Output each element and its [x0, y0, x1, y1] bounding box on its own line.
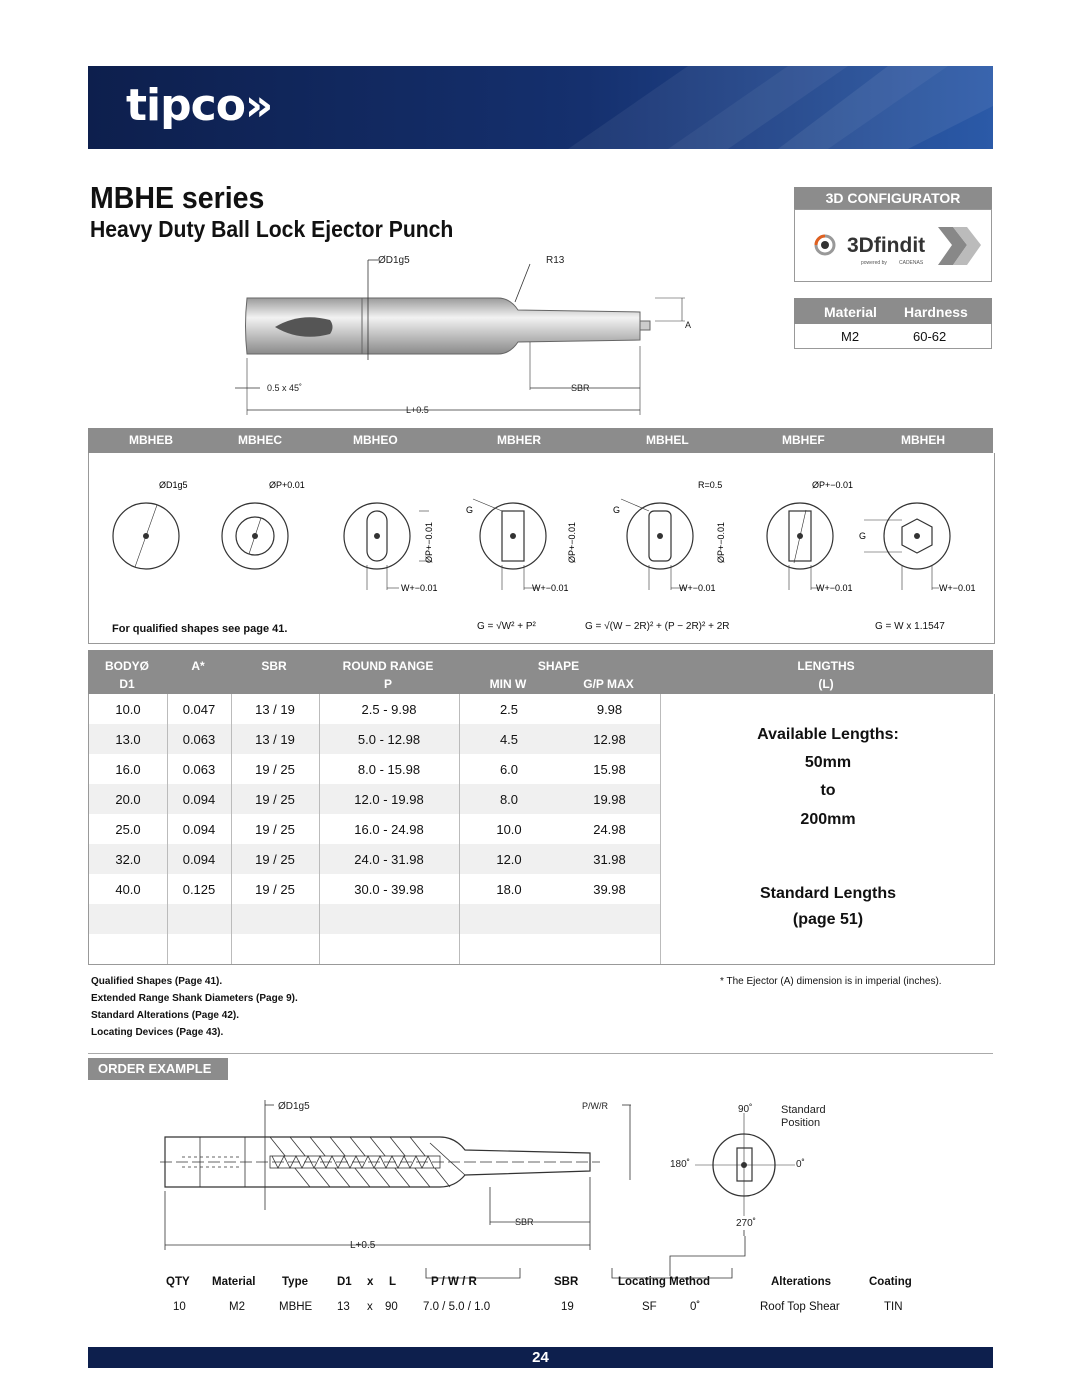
cell-gp-max: 31.98	[593, 852, 626, 867]
table-row	[89, 754, 660, 784]
cell-gp-max: 9.98	[596, 702, 623, 717]
col-lengths: LENGTHS	[797, 659, 855, 673]
cell-a: 0.063	[182, 732, 216, 747]
col-body-sub: D1	[119, 677, 135, 691]
cell-round: 16.0 - 24.98	[354, 822, 424, 837]
column-divider	[231, 694, 232, 964]
cell-min-w: 2.5	[499, 702, 519, 717]
oe-pwr-label: P/W/R	[582, 1101, 608, 1111]
cell-round: 30.0 - 39.98	[354, 882, 424, 897]
shape-label-g-l: G	[613, 505, 621, 515]
orientation-diagram	[660, 1098, 860, 1238]
cell-sbr: 19 / 25	[255, 822, 295, 837]
order-example-drawing	[160, 1095, 608, 1255]
oe-value-qty: 10	[173, 1301, 186, 1313]
cell-gp-max: 39.98	[593, 882, 626, 897]
cell-gp-max: 12.98	[593, 732, 626, 747]
cell-min-w: 12.0	[496, 852, 522, 867]
col-body: BODYØ	[104, 659, 149, 673]
available-lengths-to: to	[820, 782, 836, 799]
oe-label-qty: QTY	[166, 1276, 190, 1288]
col-gp-max: G/P MAX	[583, 677, 634, 691]
ejector-note: * The Ejector (A) dimension is in imperial (inches).	[720, 976, 942, 987]
formula-g2: G = √(W − 2R)² + (P − 2R)² + 2R	[585, 621, 730, 632]
cell-a: 0.063	[182, 762, 216, 777]
cell-sbr: 19 / 25	[255, 792, 295, 807]
col-round: ROUND RANGE	[342, 659, 434, 673]
shape-diagrams	[89, 453, 994, 643]
oe-label-l: L	[389, 1276, 397, 1288]
shape-label-w-r: W+−0.01	[532, 583, 569, 593]
table-row	[89, 724, 660, 754]
cell-d1: 16.0	[115, 762, 141, 777]
cell-round: 2.5 - 9.98	[361, 702, 417, 717]
page-number: 24	[88, 1347, 993, 1368]
shape-label-w-o: W+−0.01	[401, 583, 438, 593]
col-round-sub: P	[383, 677, 392, 691]
shape-label-p-vert-r: ØP+−0.01	[567, 521, 577, 563]
oe-value-alterations: Roof Top Shear	[760, 1301, 840, 1313]
standard-text: Standard	[781, 1104, 826, 1116]
oe-label-material: Material	[212, 1276, 256, 1288]
cell-round: 24.0 - 31.98	[354, 852, 424, 867]
a-label: A	[685, 320, 692, 330]
col-shape: SHAPE	[537, 659, 580, 673]
formula-g3: G = W x 1.1547	[875, 621, 945, 632]
cell-sbr: 19 / 25	[255, 852, 295, 867]
material-value: M2	[841, 329, 860, 344]
footnote-extended: Extended Range Shank Diameters (Page 9).	[91, 993, 298, 1004]
angle-90: 90˚	[738, 1104, 753, 1115]
sbr-label: SBR	[571, 383, 590, 393]
cell-d1: 13.0	[115, 732, 141, 747]
tab-mbheo[interactable]: MBHEO	[353, 433, 398, 447]
cell-d1: 10.0	[115, 702, 141, 717]
page-title: MBHE series	[90, 180, 265, 215]
shape-tabs	[88, 428, 993, 453]
oe-d1-label: ØD1g5	[278, 1101, 310, 1112]
oe-value-d1: 13	[337, 1301, 350, 1313]
cell-round: 5.0 - 12.98	[357, 732, 421, 747]
configurator-header: 3D CONFIGURATOR	[794, 187, 992, 209]
punch-drawing	[230, 250, 710, 420]
footnote-alterations: Standard Alterations (Page 42).	[91, 1010, 239, 1021]
oe-length-label: L+0.5	[350, 1240, 376, 1251]
footnotes	[91, 976, 298, 1044]
oe-label-coating: Coating	[869, 1276, 912, 1288]
cell-gp-max: 15.98	[593, 762, 626, 777]
shape-label-g-r: G	[466, 505, 474, 515]
cell-min-w: 8.0	[499, 792, 519, 807]
shape-label-p-plus: ØP+0.01	[269, 480, 305, 490]
order-values	[0, 1301, 1080, 1317]
available-lengths-max: 200mm	[800, 811, 856, 828]
r13-label: R13	[546, 255, 565, 266]
tab-mbhel[interactable]: MBHEL	[646, 433, 689, 447]
oe-value-type: MBHE	[279, 1301, 313, 1313]
divider	[88, 1053, 993, 1054]
order-example-header: ORDER EXAMPLE	[88, 1058, 228, 1080]
shape-label-w-l: W+−0.01	[679, 583, 716, 593]
cell-d1: 20.0	[115, 792, 141, 807]
hardness-header: Hardness	[904, 304, 968, 320]
oe-value-material: M2	[229, 1301, 245, 1313]
oe-label-pwr: P / W / R	[431, 1276, 477, 1288]
material-table-header	[794, 298, 992, 324]
shape-label-p-vert-l: ØP+−0.01	[716, 521, 726, 563]
standard-lengths-label: Standard Lengths	[759, 885, 896, 902]
position-text: Position	[781, 1117, 821, 1129]
cell-gp-max: 24.98	[593, 822, 626, 837]
qualified-note: For qualified shapes see page 41.	[112, 623, 288, 635]
page-subtitle: Heavy Duty Ball Lock Ejector Punch	[90, 216, 454, 242]
tab-mbheb[interactable]: MBHEB	[129, 433, 173, 447]
cell-min-w: 4.5	[499, 732, 519, 747]
configurator-link[interactable]	[794, 209, 992, 282]
d1-label: ØD1g5	[378, 255, 410, 266]
formula-g1: G = √W² + P²	[477, 621, 536, 632]
shape-label-p-minus: ØP+−0.01	[812, 480, 854, 490]
spec-table-header	[88, 650, 993, 694]
oe-sbr-label: SBR	[515, 1217, 534, 1227]
cell-sbr: 19 / 25	[255, 882, 295, 897]
cell-gp-max: 19.98	[593, 792, 626, 807]
cell-d1: 25.0	[115, 822, 141, 837]
cell-sbr: 19 / 25	[255, 762, 295, 777]
col-lengths-sub: (L)	[818, 677, 834, 691]
oe-value-x: x	[367, 1301, 373, 1313]
cell-min-w: 6.0	[499, 762, 519, 777]
cell-a: 0.047	[182, 702, 216, 717]
table-row-empty	[89, 904, 660, 934]
tab-mbhef[interactable]: MBHEF	[782, 433, 825, 447]
oe-value-pwr: 7.0 / 5.0 / 1.0	[423, 1301, 491, 1313]
standard-lengths-page: (page 51)	[792, 911, 864, 928]
cell-round: 12.0 - 19.98	[354, 792, 424, 807]
shape-label-g-h: G	[859, 531, 867, 541]
table-row	[89, 874, 660, 904]
shape-label-w-h: W+−0.01	[939, 583, 976, 593]
length-label: L+0.5	[406, 405, 429, 415]
col-sbr: SBR	[261, 659, 287, 673]
column-divider	[660, 694, 661, 964]
shape-drawings	[88, 453, 995, 644]
column-divider	[167, 694, 168, 964]
shape-label-w-f: W+−0.01	[816, 583, 853, 593]
oe-value-locating: SF	[642, 1301, 657, 1313]
material-header: Material	[824, 304, 877, 320]
angle-180: 180˚	[670, 1159, 691, 1170]
order-code-brackets	[420, 1236, 750, 1281]
available-lengths-label: Available Lengths:	[757, 726, 899, 743]
tab-mbher[interactable]: MBHER	[497, 433, 541, 447]
column-divider	[319, 694, 320, 964]
oe-value-l: 90	[385, 1301, 398, 1313]
3dfindit-text: 3Dfindit	[847, 234, 926, 257]
3dfindit-logo	[795, 210, 991, 281]
oe-label-alterations: Alterations	[771, 1276, 832, 1288]
footnote-qualified: Qualified Shapes (Page 41).	[91, 976, 223, 987]
cell-a: 0.094	[182, 792, 216, 807]
cell-a: 0.094	[182, 852, 216, 867]
company-logo: tipco»	[126, 80, 273, 131]
table-row	[89, 784, 660, 814]
hardness-value: 60-62	[913, 329, 947, 344]
oe-value-sbr: 19	[561, 1301, 574, 1313]
table-row	[89, 694, 660, 724]
angle-270: 270˚	[736, 1218, 757, 1229]
powered-by-text: powered by	[861, 260, 887, 266]
cell-round: 8.0 - 15.98	[357, 762, 421, 777]
cell-a: 0.125	[182, 882, 216, 897]
footnote-locating: Locating Devices (Page 43).	[91, 1027, 224, 1038]
cell-sbr: 13 / 19	[255, 732, 295, 747]
order-labels	[0, 1276, 1080, 1292]
oe-label-x: x	[367, 1276, 374, 1288]
tab-mbheh[interactable]: MBHEH	[901, 433, 945, 447]
table-row	[89, 814, 660, 844]
shape-label-r05: R=0.5	[698, 480, 723, 490]
shape-label-d1g5: ØD1g5	[159, 480, 188, 490]
cell-d1: 40.0	[115, 882, 141, 897]
chamfer-label: 0.5 x 45˚	[267, 383, 303, 393]
col-a: A*	[191, 659, 205, 673]
oe-label-d1: D1	[337, 1276, 352, 1288]
spec-table-body	[88, 694, 995, 965]
cell-min-w: 18.0	[496, 882, 522, 897]
table-row	[89, 844, 660, 874]
cell-a: 0.094	[182, 822, 216, 837]
oe-value-coating: TIN	[884, 1301, 903, 1313]
tab-mbhec[interactable]: MBHEC	[238, 433, 282, 447]
oe-value-angle: 0˚	[690, 1301, 701, 1313]
col-min-w: MIN W	[489, 677, 527, 691]
column-divider	[459, 694, 460, 964]
cell-min-w: 10.0	[496, 822, 522, 837]
shape-label-p-vert-o: ØP+−0.01	[424, 521, 434, 563]
angle-0: 0˚	[796, 1159, 805, 1170]
material-table-row	[794, 324, 992, 349]
cell-d1: 32.0	[115, 852, 141, 867]
cell-sbr: 13 / 19	[255, 702, 295, 717]
cadenas-text: CADENAS	[899, 260, 924, 266]
oe-label-sbr: SBR	[554, 1276, 579, 1288]
oe-label-type: Type	[282, 1276, 308, 1288]
oe-label-locating: Locating Method	[618, 1276, 710, 1288]
available-lengths-min: 50mm	[804, 754, 852, 771]
